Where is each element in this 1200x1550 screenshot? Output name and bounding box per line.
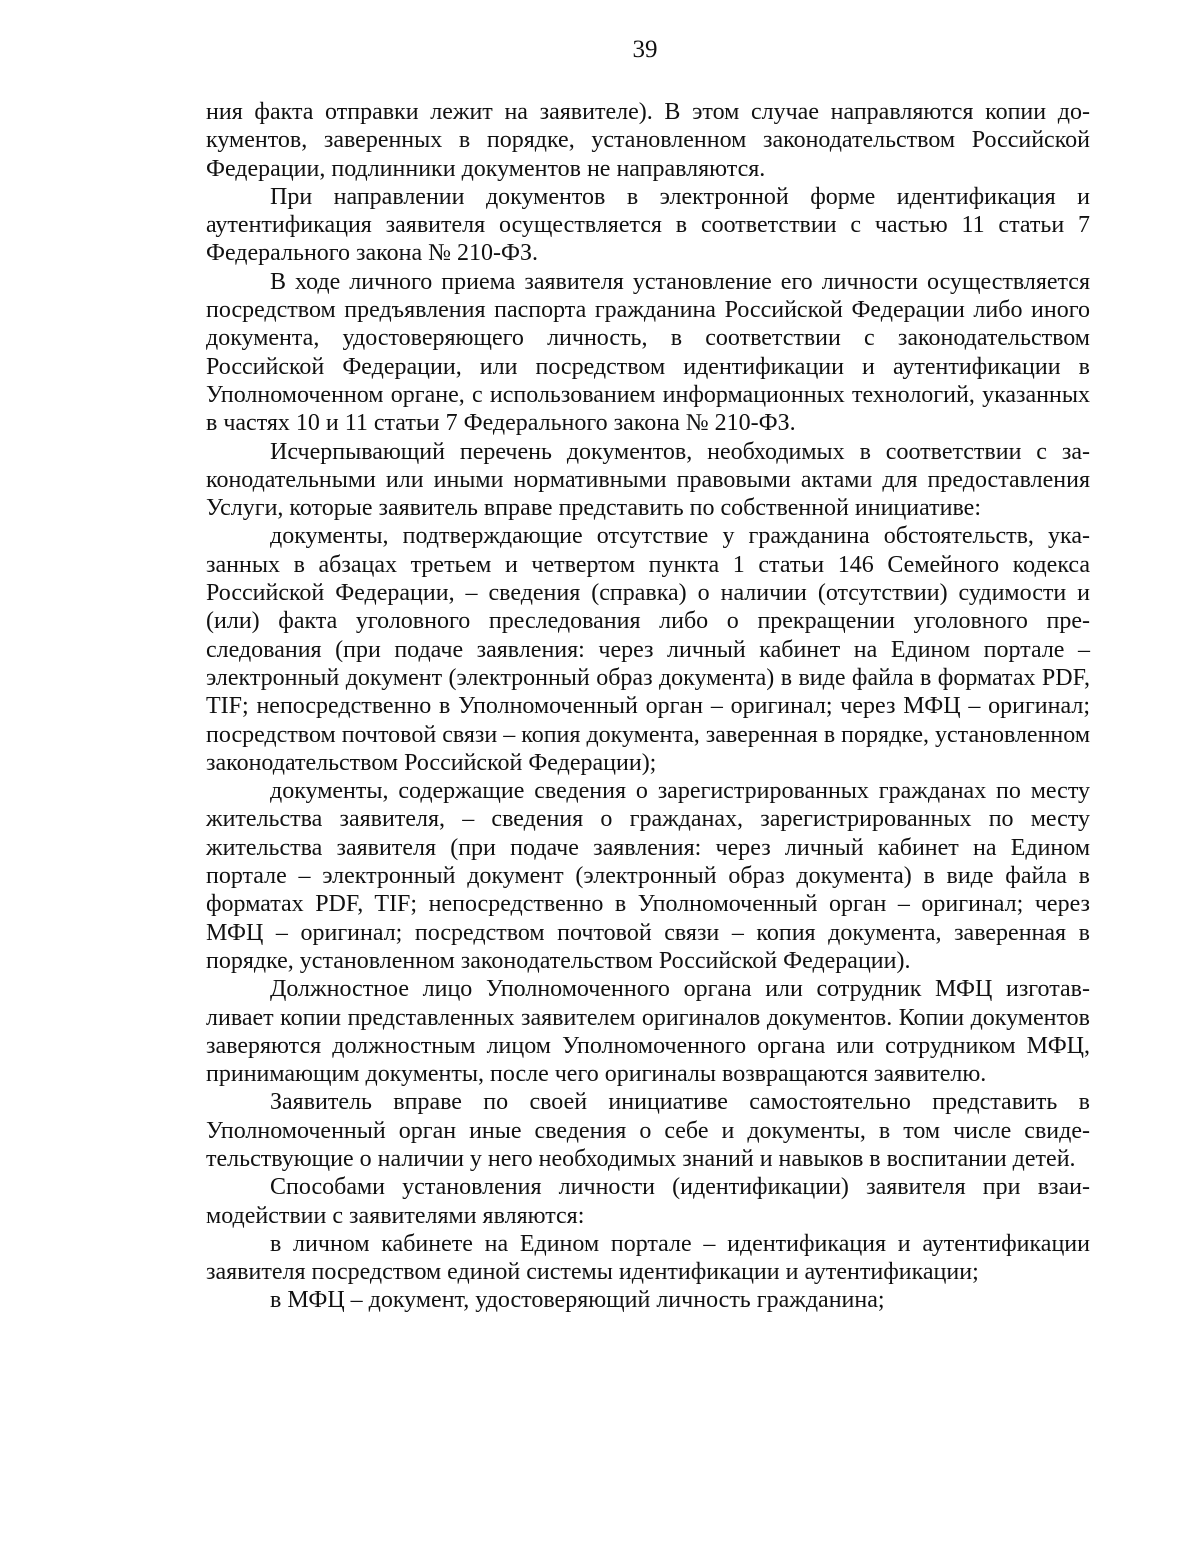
page-number: 39 (632, 36, 658, 63)
document-body (206, 98, 1090, 1315)
paragraph-9: Способами установления личности (идентификации) заявителя при взаимодействии с заявителями являются: (206, 1174, 1090, 1229)
paragraph-10: в личном кабинете на Едином портале – идентификация и аутентификации заявителя посредством единой системы идентификации и аутентификации; (206, 1230, 1090, 1286)
paragraph-1: ния факта отправки лежит на заявителе). В этом случае направляются копии документов, заверенных в порядке, установленном законодательством Российской Федерации, подлинники документов не направляются. (206, 99, 1090, 182)
paragraph-5: документы, подтверждающие отсутствие у гражданина обстоятельств, указанных в абзацах третьем и четвертом пункта 1 статьи 146 Семейного кодекса Российской Федерации, – сведения (справка) о наличии (отсутствии) судимости и (или) факта уголовного преследования либо о прекращении уголовного преследования (при подаче заявления: через личный кабинет на Едином портале – электронный документ (электронный образ документа) в виде файла в форматах PDF, TIF; непосредственно в Уполномоченный орган – оригинал; через МФЦ – оригинал; посредством почтовой связи – копия документа, заверенная в порядке, установленном законодательством Российской Федерации); (206, 523, 1090, 776)
paragraph-11: в МФЦ – документ, удостоверяющий личность гражданина; (270, 1287, 885, 1314)
paragraph-8: Заявитель вправе по своей инициативе самостоятельно представить в Уполномоченный орган иные сведения о себе и документы, в том числе свидетельствующие о наличии у него необходимых знаний и навыков в воспитании детей. (206, 1089, 1090, 1172)
paragraph-6: документы, содержащие сведения о зарегистрированных гражданах по месту жительства заявителя, – сведения о гражданах, зарегистрированных по месту жительства заявителя (при подаче заявления: через личный кабинет на Едином портале – электронный документ (электронный образ документа) в виде файла в форматах PDF, TIF; непосредственно в Уполномоченный орган – оригинал; через МФЦ – оригинал; посредством почтовой связи – копия документа, заверенная в порядке, установленном законодательством Российской Федерации). (206, 778, 1090, 974)
paragraph-7: Должностное лицо Уполномоченного органа или сотрудник МФЦ изготавливает копии представленных заявителем оригиналов документов. Копии документов заверяются должностным лицом Уполномоченного органа или сотрудником МФЦ, принимающим документы, после чего оригиналы возвращаются заявителю. (206, 976, 1090, 1088)
paragraph-3: В ходе личного приема заявителя установление его личности осуществляется посредством предъявления паспорта гражданина Российской Федерации либо иного документа, удостоверяющего личность, в соответствии с законодательством Российской Федерации, или посредством идентификации и аутентификации в Уполномоченном органе, с использованием информационных технологий, указанных в частях 10 и 11 статьи 7 Федерального закона № 210-ФЗ. (206, 268, 1090, 437)
paragraph-4: Исчерпывающий перечень документов, необходимых в соответствии с законодательными или иными нормативными правовыми актами для предоставления Услуги, которые заявитель вправе представить по собственной инициативе: (206, 438, 1090, 522)
paragraph-2: При направлении документов в электронной форме идентификация и аутентификация заявителя осуществляется в соответствии с частью 11 статьи 7 Федерального закона № 210-ФЗ. (206, 183, 1090, 267)
